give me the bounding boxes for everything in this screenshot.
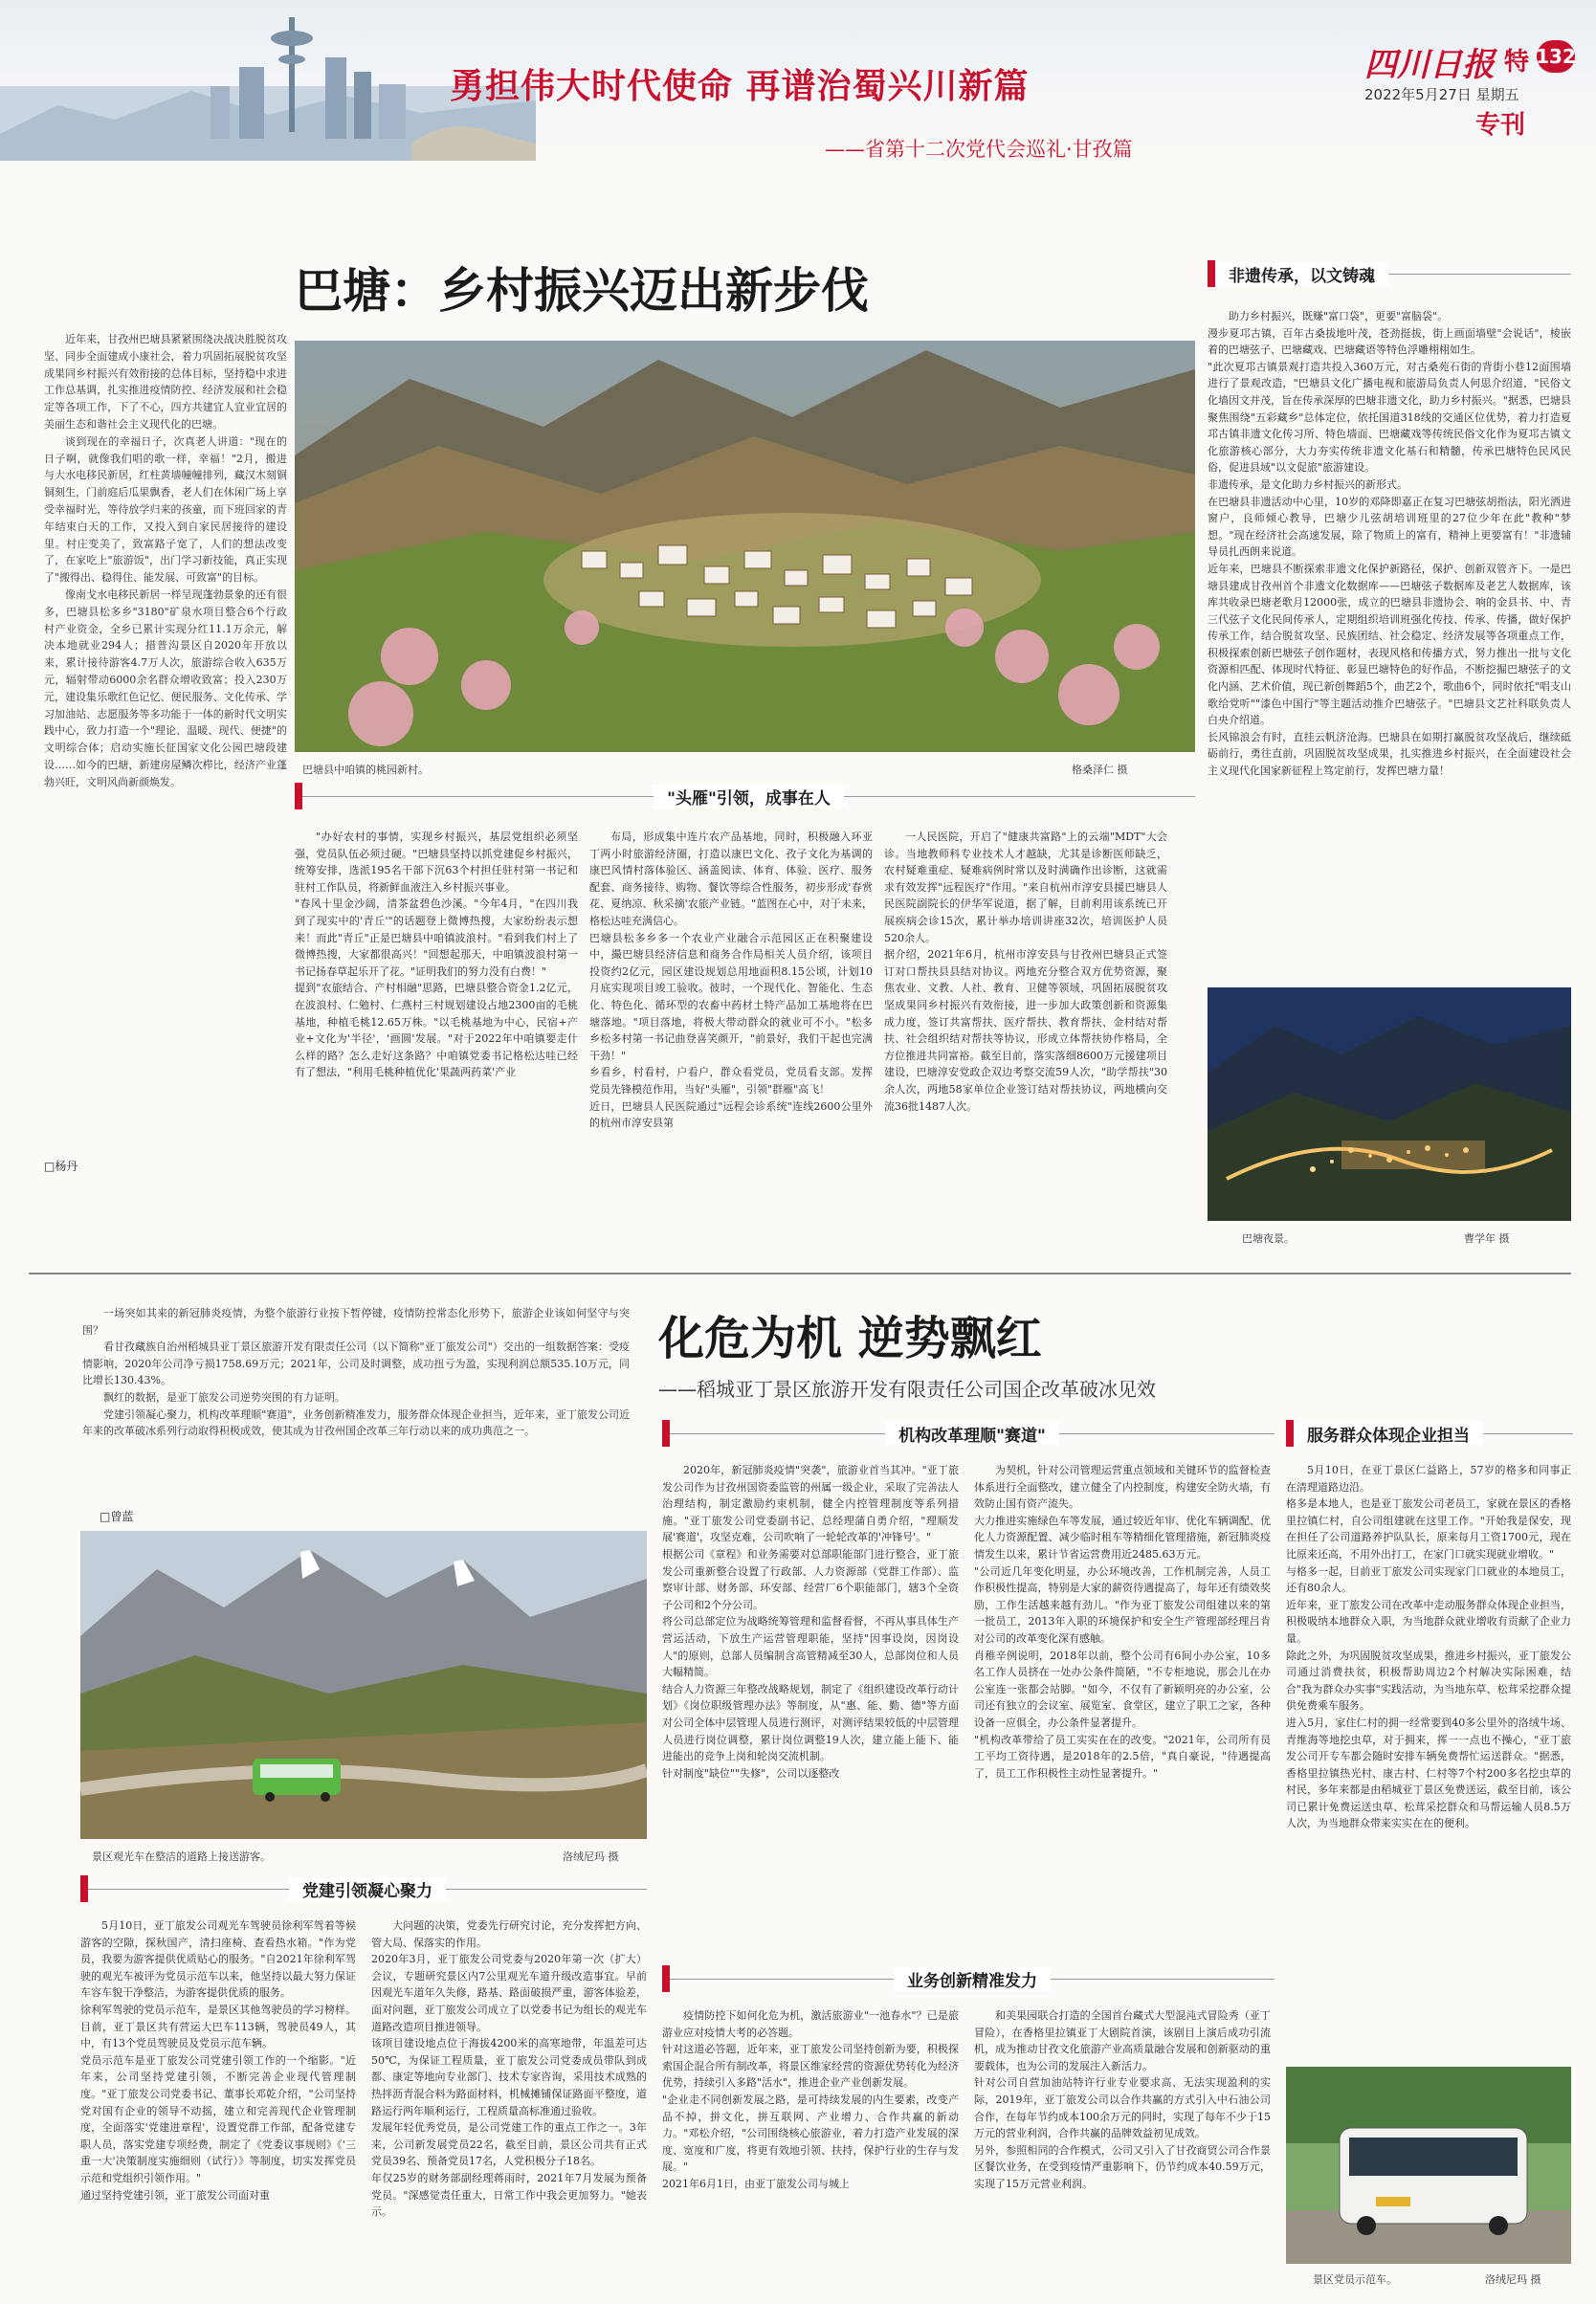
mid-divider	[29, 1273, 1571, 1274]
night-photo-credit: 曹学年 摄	[1464, 1232, 1510, 1245]
bottom-story-lead	[82, 1305, 630, 1477]
section-line	[1059, 1433, 1275, 1434]
top-story-byline: □杨丹	[44, 1160, 78, 1173]
section-feiyi-header	[1208, 260, 1571, 287]
section-bar	[662, 1965, 670, 1992]
yewu-column-2: 和美果园联合打造的全国首台藏式大型混沌式冒险秀（亚丁冒险），在香格里拉镇亚丁大剧院首演，该剧目上演后成功引流机，成为推动甘孜文化旅游产业高质量融合发展和创新驱动的重要载体，也为公司的发展注入新活力。 针对公司自营加油站特许行业专业要求高、无法实现盈利的实际，2019年，亚丁旅发公司以合作共赢的方式引入中石油公司合作，在每年节约成本100余万元的同时，实现了每年不少于15万元的营业利润，合作共赢的品牌效益初见成效。 另外，参照相同的合作模式，公司又引入了甘孜商贸公司合作景区餐饮业务，在受到疫情严重影响下，仍节约成本40.59万元，实现了15万元营业利润。	[974, 2009, 1271, 2190]
bottom-story-subheadline: ——稻城亚丁景区旅游开发有限责任公司国企改革破冰见效	[658, 1378, 1156, 1401]
night-town-image	[1208, 987, 1571, 1221]
valley-photo-credit: 洛绒尼玛 摄	[563, 1850, 619, 1863]
top-story-lead	[44, 331, 287, 1141]
section-bar	[1208, 260, 1215, 287]
special-label: 特	[1504, 48, 1530, 77]
section-yewu-title: 业务创新精准发力	[894, 1967, 1051, 1991]
village-photo	[295, 341, 1195, 752]
village-photo-credit: 格桑泽仁 摄	[1072, 764, 1128, 776]
toutou-column-3: 一人民医院，开启了"健康共富路"上的云端"MDT"大会诊。当地教师科专业技术人才越缺，尤其是诊断医师缺乏，农村疑难重症、疑难病例时常以及时满确作出诊断，这就需求有效发挥"远程医疗"作用。"来自杭州市淳安县援巴塘县人民医院副院长的伊华军说道，据了解，目前利用该系统已开展疾病会诊15次，累计举办培训讲座32次，培训医护人员520余人。 据介绍，2021年6月，杭州市淳安县与甘孜州巴塘县正式签订对口帮扶县县结对协议。两地充分整合双方优势资源，聚焦农业、文教、人社、教育、卫健等领域，巩固拓展脱贫攻坚成果同乡村振兴有效衔接，进一步加大政策创新和资源集成力度，签订共富帮扶、医疗帮扶、教育帮扶、金村结对帮扶、社会组织结对帮扶等协议，形成立体帮扶协作格局，全方位推进共同富裕。截至目前，落实落细8600万元援建项目建设，巴塘淳安党政企双边考察交流59人次，"助学帮扶"30余人次，两地58家单位企业签订结对帮扶协议，两地横向交流36批1487人次。	[884, 831, 1167, 1113]
masthead-banner	[0, 0, 1596, 161]
section-toutou-header	[295, 783, 1195, 809]
jigou-column-1: 2020年，新冠肺炎疫情"突袭"，旅游业首当其冲。"亚丁旅发公司作为甘孜州国资委监管的州属一级企业，采取了完善法人治理结构，制定激励约束机制，健全内控管理制度等系列措施。"亚丁旅发公司党委副书记、总经理蒲自勇介绍，"理顺发展'赛道'，攻坚克难，公司吹响了一轮轮改革的'冲锋号'。" 根据公司《章程》和业务需要对总部职能部门进行整合，亚丁旅发公司重新整合设置了行政部、人力资源部（党群工作部）、监察审计部、财务部、环安部、经营厂6个职能部门，辖3个全资子公司和2个分公司。 将公司总部定位为战略统筹管理和监督看督，不再从事具体生产营运活动，下放生产运营管理职能，坚持"因事设岗，因岗设人"的原则，总部人员编制含高管精减至30人，总部岗位和人员大幅精简。 结合人力资源三年整改战略规划，制定了《组织建设改革行动计划》《岗位职级管理办法》等制度，从"惠、能、勤、德"等方面对公司全体中层管理人员进行测评，对测评结果较低的中层管理人员进行岗位调整，累计岗位调整19人次，建立能上能下、能进能出的竞争上岗和轮岗交流机制。 针对制度"缺位""失修"，公司以逐整改	[662, 1464, 959, 1780]
bus-photo	[1286, 2067, 1571, 2264]
lead-paragraph: 看甘孜藏族自治州稻城县亚丁景区旅游开发有限责任公司（以下简称"亚丁旅发公司"）交出的一组数据答案：受疫情影响，2020年公司净亏损1758.69万元；2021年，公司及时调整，成功扭亏为盈，实现利润总额535.10万元，同比增长130.43%。	[82, 1340, 630, 1387]
lead-paragraph: 像南戈水电移民新居一样呈现蓬勃景象的还有很多，巴塘县松多乡"3180"矿泉水项目整合6个行政村产业资金，全乡已累计实现分红11.1万余元，解决本地就业294人；措普沟景区自2020年开放以来，累计接待游客4.7万人次，旅游综合收入635万元，辐射带动6000余名群众增收致富；投入230万元，建设集乐歌红色记忆、便民服务、文化传承、学习加油站、志愿服务等多功能于一体的新时代文明实践中心，致力打造一个"理论、温暖、现代、便捷"的文明综合体；启动实施长征国家文化公园巴塘段建设……如今的巴塘，新建房屋鳞次栉比，经济产业蓬勃兴旺，文明风尚新颜焕发。	[44, 587, 287, 788]
section-line	[1388, 274, 1571, 275]
yewu-column-1: 疫情防控下如何化危为机，激活旅游业"一池春水"？已是旅游业应对疫情大考的必答题。 针对这道必答题，近年来，亚丁旅发公司坚持创新为要，积极探索国企混合所有制改革，将景区维家经营的资源优势转化为经济优势，持续引入多路"活水"，推进企业产业创新发展。 "企业走不同创新发展之路，是可持续发展的内生要素，改变产品不掉，拼文化，拼互联网、产业增力、合作共赢的新动力。"邓松介绍，"公司围绕核心旅游业，着力打造产业发展的深度、宽度和广度，将更有效地引领、扶持，保护行业的生存与发展。" 2021年6月1日，由亚丁旅发公司与城上	[662, 2009, 959, 2190]
section-dangjian-header	[80, 1875, 647, 1902]
section-line	[302, 796, 654, 797]
section-jigou-header	[662, 1420, 1275, 1447]
lead-paragraph: 党建引领凝心聚力，机构改革理顺"赛道"，业务创新精准发力，服务群众体现企业担当，近年来，亚丁旅发公司近年来的改革破冰系列行动取得积极成效，使其成为甘孜州国企改革三年行动以来的成功典范之一。	[82, 1407, 630, 1438]
fuwu-body: 5月10日，在亚丁景区仁益路上，57岁的格多和同事正在清理道路边沿。 格多是本地人，也是亚丁旅发公司老员工，家就在景区的香格里拉镇仁村，自公司组建就在这里工作。"开始我是保安，现在担任了公司道路养护队队长，原来每月工资1700元，现在比原来还高，不用外出打工，在家门口就实现就业增收。" 与格多一起，目前亚丁旅发公司实现家门口就业的本地员工，还有80余人。 近年来，亚丁旅发公司在改革中走动服务群众体现企业担当，积极吸纳本地群众入职，为当地群众就业增收有贡献了企业力量。 除此之外，为巩固脱贫攻坚成果，推进乡村振兴，亚丁旅发公司通过消费扶贫，积极帮助周边2个村解决实际困难，结合"我为群众办实事"实践活动，为当地东草、松茸采挖群众提供免费乘车服务。 进入5月，家住仁村的拥一经常要到40多公里外的洛绒牛场、青维海等地挖虫草，对于拥来，挥一一点也不操心，"亚丁旅发公司开专车都会随时安排车辆免费帮忙运送群众。"据悉，香格里拉镇热光村、康古村、仁村等7个村200多名挖虫草的村民，多年来都是由稻城亚丁景区免费送运，截至目前，该公司已累计免费运送虫草、松茸采挖群众和马帮运输人员8.5万人次，为当地群众带来实实在在的便利。	[1286, 1464, 1571, 1830]
section-line	[1051, 1979, 1275, 1980]
section-line	[670, 1979, 894, 1980]
bus-photo-credit: 洛绒尼玛 摄	[1485, 2273, 1541, 2286]
valley-photo	[80, 1531, 647, 1839]
feiyi-body: 助力乡村振兴，既赚"富口袋"，更要"富脑袋"。 漫步夏邛古镇，百年古桑拔地叶茂，苍劲挺拔，街上画面墙壁"会说话"，棱嵌着的巴塘弦子、巴塘藏戏、巴塘藏语等特色浮雕栩栩如生。 "此次夏邛古镇景观打造共投入360万元，对古桑苑石街的背街小巷12面围墙进行了景观改造，"巴塘县文化广播电视和旅游局负责人何思介绍道，"民俗文化墙因文并茂，旨在传承深厚的巴塘非遗文化，助力乡村振兴。"据悉，巴塘县聚焦围绕"五彩藏乡"总体定位，依托国道318线的交通区位优势，着力打造夏邛古镇非遗文化传习所、特色墙面、巴塘藏戏等传统民俗文化作为夏邛古镇文化旅游核心部分，大力夯实传统非遗文化基石和精髓，传承巴塘特色民风民俗，促进县域"以文促旅"旅游建设。 非遗传承，是文化助力乡村振兴的新形式。 在巴塘县非遗活动中心里，10岁的邓降即嘉正在复习巴塘弦胡指法，阳光洒进窗户，良师倾心教导，巴塘少儿弦胡培训班里的27位少年在此"教种"梦想。"现在经济社会高速发展，除了物质上的富有，精神上更要富有！"非遗辅导员扎西朗来说道。 近年来，巴塘县不断探索非遗文化保护新路径，保护、创新双管齐下。一是巴塘县建成甘孜州首个非遗文化数据库——巴塘弦子数据库及老艺人数据库，该库共收录巴塘老歌月12000张，成立的巴塘县非遗协会、响的金县书、中、青三代弦子文化民间传承人，定期组织培训班强化传技、传承、传播，做好保护传承工作，结合脱贫攻坚、民族团结、社会稳定、经济发展等各项重点工作，积极探索创新巴塘弦子创作题材，表现风格和传播方式，努力推出一批与文化资源相匹配、体现时代特征、彰显巴塘特色的好作品，不断挖掘巴塘弦子的文化内涵、艺术价值，现已新创舞蹈5个，曲艺2个，歌曲6个，同时依托"唱支山歌给党听""漆色中国行"等主题活动推介巴塘弦子。"巴塘县文艺社科联负责人白央介绍道。 长风锦浪会有时，直挂云帆济沧海。巴塘县在如期打赢脱贫攻坚战后，继续砥砺前行，勇往直前，巩固脱贫攻坚成果，扎实推进乡村振兴，在全面建设社会主义现代化国家新征程上笃定前行，发挥巴塘力量！	[1208, 310, 1571, 778]
section-tag: 专刊	[1475, 111, 1526, 140]
issue-badge	[1537, 40, 1575, 73]
section-yewu-header	[662, 1965, 1275, 1992]
paper-name: 四川日报	[1364, 46, 1495, 84]
lead-paragraph: 一场突如其来的新冠肺炎疫情，为整个旅游行业按下暂停键，疫情防控常态化形势下，旅游企业该如何坚守与突围？	[82, 1307, 630, 1337]
bottom-story-byline: □曾蓝	[100, 1510, 134, 1523]
valley-photo-caption: 景区观光车在整洁的道路上接送游客。	[92, 1850, 271, 1863]
sub-slogan: ——省第十二次党代会巡礼·甘孜篇	[825, 138, 1133, 161]
village-photo-caption: 巴塘县中咱镇的桃园新村。	[302, 764, 429, 776]
toutou-column-1: "办好农村的事情，实现乡村振兴，基层党组织必须坚强，党员队伍必须过硬。"巴塘县坚持以抓党建促乡村振兴，统筹安排，选派195名干部下沉63个村担任驻村第一书记和驻村工作队员，将新鲜血液注入乡村振兴事业。 "春风十里金沙阔，清茶盆碧色沙溪。"今年4月，"在四川我到了现实中的'青丘'"的话题登上微博热搜，大家纷纷表示想来！而此"青丘"正是巴塘县中咱镇波浪村。"看到我们村上了微博热搜，大家都很高兴！"回想起那天，中咱镇波浪村第一书记扬春草起乐开了花。"证明我们的努力没有白费！" 提到"农旅结合、产村相融"思路，巴塘县整合资金1.2亿元，在波浪村、仁勉村、仁燕村三村规划建设占地2300亩的毛桃基地，种植毛桃12.65万株。"以毛桃基地为中心，民宿+产业+文化为'半径'，'画圆'发展。"对于2022年中咱镇要走什么样的路？怎么走好这条路？中咱镇党委书记格松达哇已经有了想法，"利用毛桃种植优化'果蔬两药菜'产业	[295, 831, 578, 1079]
jigou-column-2: 为契机，针对公司管理运营重点领域和关键环节的监督检查体系进行全面整改，建立健全了内控制度，构建安全防火墙，有效防止国有资产流失。 大力推进实施绿色车等发展，通过较近年审、优化车辆调配、优化人力资源配置、减少临时租车等精细化管理措施，新冠肺炎疫情发生以来，累计节省运营费用近2485.63万元。 "公司近几年变化明显，办公环境改善，工作机制完善，人员工作积极性提高，特别是大家的薪资待遇提高了，每年还有绩效奖励，工作生活越来越有劲儿。"作为亚丁旅发公司组建以来的第一批员工，2013年入职的环境保护和安全生产管理部经理吕肯对公司的改革变化深有感触。 肖稚辛例说明，2018年以前，整个公司有6间小办公室，10多名工作人员挤在一处办公条件简陋，"不专柜地说，那会儿在办公室连一张都会站脚。"如今，不仅有了新颖明亮的办公室，公司还有独立的会议室、展览室、食堂区，建立了职工之家，各种设备一应俱全，办公条件显著提升。 "机构改革带给了员工实实在在的改变。"2021年，公司所有员工平均工资待遇，是2018年的2.5倍，"真自豪说，"待遇提高了，员工工作积极性主动性显著提升。"	[974, 1464, 1271, 1780]
section-line	[670, 1433, 885, 1434]
toutou-column-2: 布局，形成集中连片农产品基地，同时，积极融入环亚丁两小时旅游经济圈，打造以康巴文化、孜子文化为基调的康巴风情村落体验区、涵盖阅读、体育、体验、医疗、服务配套、商务接待、购物、餐饮等综合性服务，初步形成'春赏花、夏纳凉、秋采摘'农旅产业链。"蓝图在心中，对于未来，格松达哇充满信心。 巴塘县松多乡多一个农业产业融合示范园区正在积聚建设中，撮巴塘县经济信息和商务合作局相关人员介绍，该项目投资约2亿元，园区建设规划总用地面积8.15公顷，计划10月底实现项目竣工验收。彼时，一个现代化、智能化、生态化、特色化、循环型的农畜中药材土特产品加工基地将在巴塘落地。"项目落地，将极大带动群众的就业可不小。"松多乡松多村第一书记曲登喜笑颜开，"前景好，我们干起也完满干劲！" 乡看乡，村看村，户看户，群众看党员，党员看支部。发挥党员先锋模范作用，当好"头雁"，引领"群雁"高飞！ 近日，巴塘县人民医院通过"远程会诊系统"连线2600公里外的杭州市淳安县第	[589, 831, 873, 1130]
dangjian-column-1: 5月10日，亚丁旅发公司观光车驾驶员徐利军驾着等候游客的空隙，探秋国产，清扫座椅、查看热水箱。"作为党员，我要为游客提供优质贴心的服务。"自2021年徐利军驾驶的观光车被评为党员示范车以来，他坚持以最大努力保证车容车貌干净整洁，为游客提供优质的服务。 徐利军驾驶的党员示范车，是景区其他驾驶员的学习榜样。目前，亚丁景区共有营运大巴车113辆，驾驶员49人，其中，有13个党员驾驶员及党员示范车辆。 党员示范车是亚丁旅发公司党建引领工作的一个缩影。"近年来，公司坚持党建引领，不断完善企业现代管理制度。"亚丁旅发公司党委书记、董事长邓乾介绍，"公司坚持党对国有企业的领导不动摇，建立和完善现代企业管理制度，全面落实'党建进章程'，设置党群工作部，配备党建专职人员，落实党建专项经费，制定了《党委议事规则》《'三重一大'决策制度实施细则（试行）》等制度，切实发挥党员示范和党组织引领作用。" 通过坚持党建引领，亚丁旅发公司面对重	[80, 1919, 356, 2202]
section-line	[446, 1889, 647, 1890]
section-bar	[662, 1420, 670, 1447]
section-line	[1483, 1433, 1573, 1434]
section-feiyi-title: 非遗传承，以文铸魂	[1215, 262, 1388, 286]
night-photo-caption: 巴塘夜景。	[1242, 1232, 1295, 1245]
village-landscape-image	[295, 341, 1195, 752]
section-fuwu-title: 服务群众体现企业担当	[1294, 1422, 1483, 1446]
section-bar	[80, 1875, 88, 1902]
bus-photo-caption: 景区党员示范车。	[1313, 2273, 1397, 2286]
section-bar	[295, 783, 302, 809]
lead-paragraph: 谈到现在的幸福日子，次真老人讲道："现在的日子啊，就像我们唱的歌一样，幸福！"2月，搬进与大水电移民新居，红柱黄墙幢幢排列，藏汉木刻铜铜刻生，门前庭后瓜果飘香，老人们在休闲广场上享受幸福时光，等待放学归来的孩童，而下班回家的青年结束白天的工作，又投入到自家民居接待的建设里。村庄变美了，致富路子宽了，人们的想法改变了，在家吃上"旅游饭"，出门学习新技能，真正实现了"搬得出、稳得住、能发展、可致富"的目标。	[44, 434, 287, 585]
section-line	[88, 1889, 289, 1890]
lead-paragraph: 近年来，甘孜州巴塘县紧紧围绕决战决胜脱贫攻坚、同步全面建成小康社会，着力巩固拓展脱贫攻坚成果同乡村振兴有效衔接的总体目标，坚持稳中求进工作总基调，扎实推进疫情防控、经济发展和社会稳定等各项工作，下了不心，四方共建宜人宜业宜居的美丽生态和谐社会主义现代化的巴塘。	[44, 333, 287, 431]
section-fuwu-header	[1286, 1420, 1573, 1447]
section-bar	[1286, 1420, 1294, 1447]
slogan: 勇担伟大时代使命 再谱治蜀兴川新篇	[450, 67, 1030, 106]
tour-bus-image	[1286, 2067, 1571, 2264]
section-jigou-title: 机构改革理顺"赛道"	[885, 1422, 1059, 1446]
mountain-landscape-photo	[80, 1531, 647, 1839]
night-view-photo	[1208, 987, 1571, 1221]
bottom-story-headline: 化危为机 逆势飘红	[658, 1312, 1042, 1365]
dangjian-column-2: 大问题的决策，党委先行研究讨论，充分发挥把方向、管大局、保落实的作用。 2020年3月，亚丁旅发公司党委与2020年第一次（扩大）会议，专题研究景区内7公里观光车道升级改造事宜。早前因观光车道年久失修，路基、路面破损严重，游客体验差，面对问题，亚丁旅发公司成立了以党委书记为组长的观光车道路改造项目推进领导。 该项目建设地点位于海拔4200米的高寒地带，年温差可达50℃，为保证工程质量，亚丁旅发公司党委成员带队到成都、康定等地向专业部门、技术专家咨询，采用技术成熟的热拌沥青混合料为路面材料，机械摊铺保证路面平整度，道路运行两年顺利运行，工程质量高标准通过验收。 发展年轻优秀党员，是公司党建工作的重点工作之一。3年来，公司新发展党员22名，截至目前，景区公司共有正式党员39名、预备党员17名，人党积极分子18名。 年仅25岁的财务部副经理蒋雨时，2021年7月发展为预备党员。"深感觉责任重大，日常工作中我会更加努力。"她表示。	[371, 1919, 647, 2219]
lead-paragraph: 飘红的数据，是亚丁旅发公司逆势突围的有力证明。	[103, 1390, 345, 1404]
date-line: 2022年5月27日 星期五	[1364, 86, 1519, 103]
issue-number: 132	[1536, 45, 1576, 68]
section-toutou-title: "头雁"引领，成事在人	[654, 785, 844, 809]
section-line	[844, 796, 1195, 797]
section-dangjian-title: 党建引领凝心聚力	[289, 1877, 446, 1901]
top-story-headline: 巴塘：乡村振兴迈出新步伐	[295, 263, 869, 319]
